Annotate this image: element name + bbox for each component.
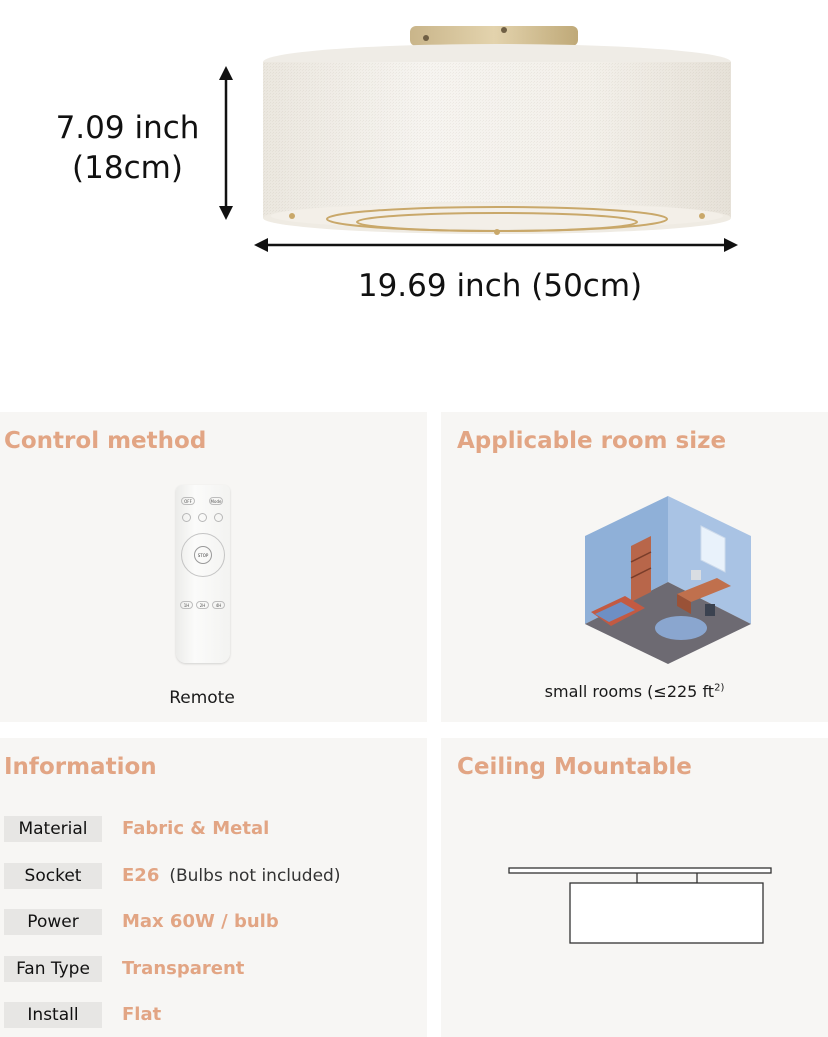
remote-reverse-icon <box>214 513 223 522</box>
info-note: (Bulbs not included) <box>169 866 341 886</box>
remote-stop-button: STOP <box>194 546 212 564</box>
info-value: Flat <box>122 1004 162 1025</box>
room-size-text: small rooms (≤225 ft <box>544 682 715 701</box>
info-key: Power <box>4 909 102 935</box>
info-key: Install <box>4 1002 102 1028</box>
control-method-title: Control method <box>4 428 207 454</box>
fixture-box <box>570 883 763 943</box>
room-illustration <box>585 496 751 664</box>
info-value: Fabric & Metal <box>122 818 270 839</box>
ceiling-mount-diagram <box>505 863 775 948</box>
info-value: E26 (Bulbs not included) <box>122 865 341 886</box>
height-dimension-label <box>40 108 215 188</box>
room-size-caption <box>441 682 828 701</box>
mounting-plate <box>410 26 578 46</box>
fan-product-image <box>0 0 828 400</box>
information-panel <box>0 738 427 1037</box>
information-title: Information <box>4 754 157 780</box>
height-inch: 7.09 inch <box>55 110 200 146</box>
info-key: Fan Type <box>4 956 102 982</box>
ceiling-mountable-title: Ceiling Mountable <box>457 754 692 780</box>
remote-fan-icon <box>182 513 191 522</box>
info-key: Material <box>4 816 102 842</box>
ceiling-mountable-panel <box>441 738 828 1037</box>
ceiling-line <box>509 868 771 873</box>
room-size-panel <box>441 412 828 722</box>
info-value: Transparent <box>122 958 245 979</box>
remote-timer-1h: 1H <box>180 601 193 609</box>
control-method-panel <box>0 412 427 722</box>
remote-timer-2h: 2H <box>196 601 209 609</box>
remote-control-image <box>176 485 230 663</box>
remote-caption: Remote <box>169 688 235 708</box>
product-dimension-hero <box>0 0 828 400</box>
remote-timer-4h: 4H <box>212 601 225 609</box>
info-value: Max 60W / bulb <box>122 911 279 932</box>
room-size-title: Applicable room size <box>457 428 727 454</box>
remote-light-icon <box>198 513 207 522</box>
remote-off-button: OFF <box>181 497 195 505</box>
width-dimension-label: 19.69 inch (50cm) <box>357 268 643 304</box>
room-size-superscript: 2) <box>714 682 725 694</box>
height-cm: (18cm) <box>72 150 183 186</box>
remote-mode-button: Mode <box>210 498 222 504</box>
info-key: Socket <box>4 863 102 889</box>
